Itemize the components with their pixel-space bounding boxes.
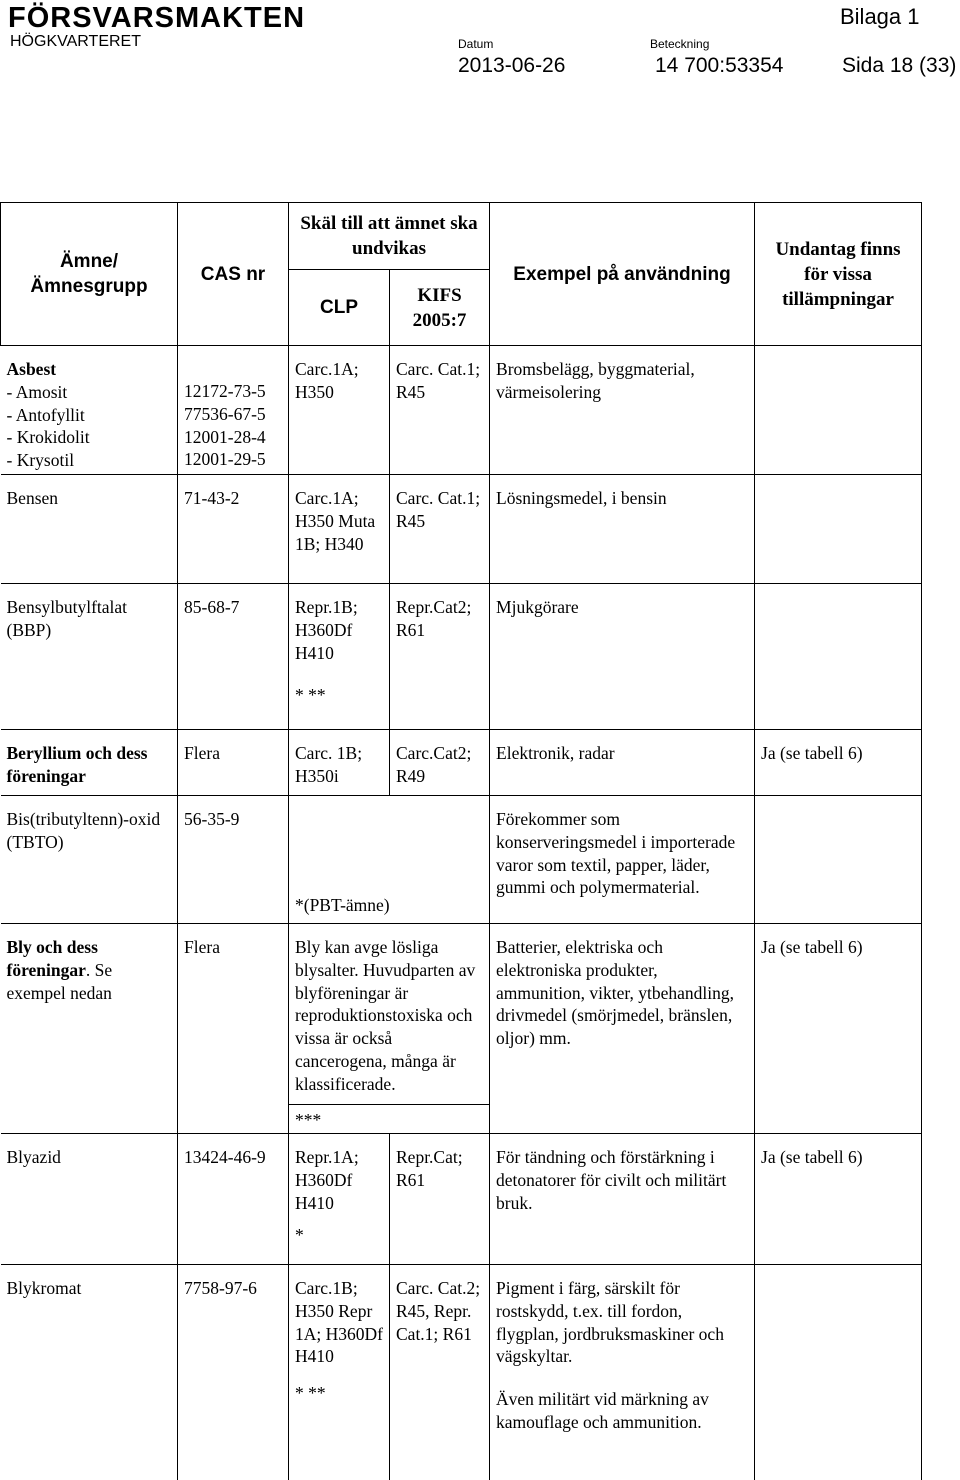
undantag-cell [755,796,922,924]
bilaga-label: Bilaga 1 [840,4,920,29]
exempel-text: Pigment i färg, särskilt för rostskydd, t.ex. till fordon, flygplan, jordbruksmaskiner och vägskyltar. [496,1278,724,1367]
exempel-cell: Elektronik, radar [490,730,755,796]
amne-cell: Bensen [1,475,178,584]
table-row [1,1134,922,1265]
cas-cell: 56-35-9 [178,796,289,924]
cas-cell: 85-68-7 [178,584,289,730]
exempel-cell: Lösningsmedel, i bensin [490,475,755,584]
kifs-cell: Carc. Cat.2; R45, Repr. Cat.1; R61 [390,1265,490,1480]
table-row [1,346,922,475]
cas-cell: Flera [178,730,289,796]
header-clp: CLP [289,270,390,346]
header-cas: CAS nr [178,203,289,346]
undantag-cell: Ja (se tabell 6) [755,1134,922,1265]
amne-cell: Blyazid [1,1134,178,1265]
cas-line: 12001-28-4 [184,426,266,447]
kifs-cell: Repr.Cat2; R61 [390,584,490,730]
clp-note: *(PBT-ämne) [289,796,490,924]
logo: FÖRSVARSMAKTEN [8,2,306,34]
undantag-cell [755,584,922,730]
clp-text: Carc.1B; H350 Repr 1A; H360Df H410 [295,1278,383,1367]
amne-title: Asbest [6,359,57,379]
header-amne: Ämne/ Ämnesgrupp [1,203,178,346]
table-row [1,584,922,730]
datum-value: 2013-06-26 [458,54,566,77]
clp-cell: Carc.1A; H350 Muta 1B; H340 [289,475,390,584]
amne-line: - Krokidolit [6,427,90,448]
header-skal: Skäl till att ämnet ska undvikas [289,203,490,270]
clp-cell: Carc. 1B; H350i [289,730,390,796]
beteckning-value: 14 700:53354 [655,54,784,77]
undantag-cell: Ja (se tabell 6) [755,924,922,1134]
clp-text: Bly kan avge lösliga blysalter. Huvudparten av blyföreningar är reproduktionstoxiska och vissa är också cancerogena, många är klassificerade. [295,937,476,1094]
header-exempel: Exempel på användning [490,203,755,346]
amne-line: - Krysotil [6,450,75,471]
exempel-cell: Batterier, elektriska och elektroniska produkter, ammunition, vikter, ytbehandling, drivmedel (smörjmedel, bränslen, oljor) mm. [490,924,755,1134]
exempel-text-2: Även militärt vid märkning av kamouflage och ammunition. [496,1389,709,1432]
beteckning-label: Beteckning [650,37,710,51]
kifs-cell: Carc. Cat.1; R45 [390,475,490,584]
clp-note: * ** [295,1383,326,1404]
undantag-cell: Ja (se tabell 6) [755,730,922,796]
exempel-cell: Bromsbelägg, byggmaterial, värmeisolering [490,346,755,475]
substance-table [0,202,922,1480]
cas-line: 77536-67-5 [184,403,266,424]
amne-line: - Amosit [6,381,68,402]
page-number: Sida 18 (33) [842,54,957,77]
table-row [1,475,922,584]
clp-note: * ** [295,685,326,706]
clp-text: Repr.1B; H360Df H410 [295,597,358,663]
table-row [1,1265,922,1480]
amne-cell: Bis(tributyltenn)-oxid (TBTO) [1,796,178,924]
table-row [1,796,922,924]
amne-rest: . Se exempel nedan [6,959,113,1003]
clp-cell: Carc.1A; H350 [289,346,390,475]
table-row [1,730,922,796]
exempel-cell: För tändning och förstärkning i detonatorer för civilt och militärt bruk. [490,1134,755,1265]
amne-cell: Bensylbutylftalat (BBP) [1,584,178,730]
cas-cell: 7758-97-6 [178,1265,289,1480]
table-row [1,924,922,1134]
datum-label: Datum [458,37,494,51]
header-kifs: KIFS 2005:7 [390,270,490,346]
undantag-cell [755,346,922,475]
cas-cell: 71-43-2 [178,475,289,584]
clp-note: *** [289,1104,489,1132]
kifs-cell: Carc.Cat2; R49 [390,730,490,796]
exempel-cell: Förekommer som konserveringsmedel i importerade varor som textil, papper, läder, gummi och polymermaterial. [490,796,755,924]
undantag-cell [755,1265,922,1480]
clp-note: * [295,1225,304,1246]
cas-cell: Flera [178,924,289,1134]
exempel-cell: Mjukgörare [490,584,755,730]
kifs-cell: Repr.Cat; R61 [390,1134,490,1265]
amne-title: Bly och dess föreningar [6,937,98,980]
amne-cell: Blykromat [6,1278,82,1298]
kifs-cell: Carc. Cat.1; R45 [390,346,490,475]
cas-line: 12172-73-5 [184,381,266,401]
amne-cell: Beryllium och dess föreningar [1,730,178,796]
hq-label: HÖGKVARTERET [10,33,141,50]
cas-line: 12001-29-5 [184,449,266,470]
cas-cell: 13424-46-9 [178,1134,289,1265]
header-undantag: Undantag finns för vissa tillämpningar [755,203,922,346]
clp-text: Repr.1A; H360Df H410 [295,1147,359,1213]
undantag-cell [755,475,922,584]
amne-line: - Antofyllit [6,404,85,425]
